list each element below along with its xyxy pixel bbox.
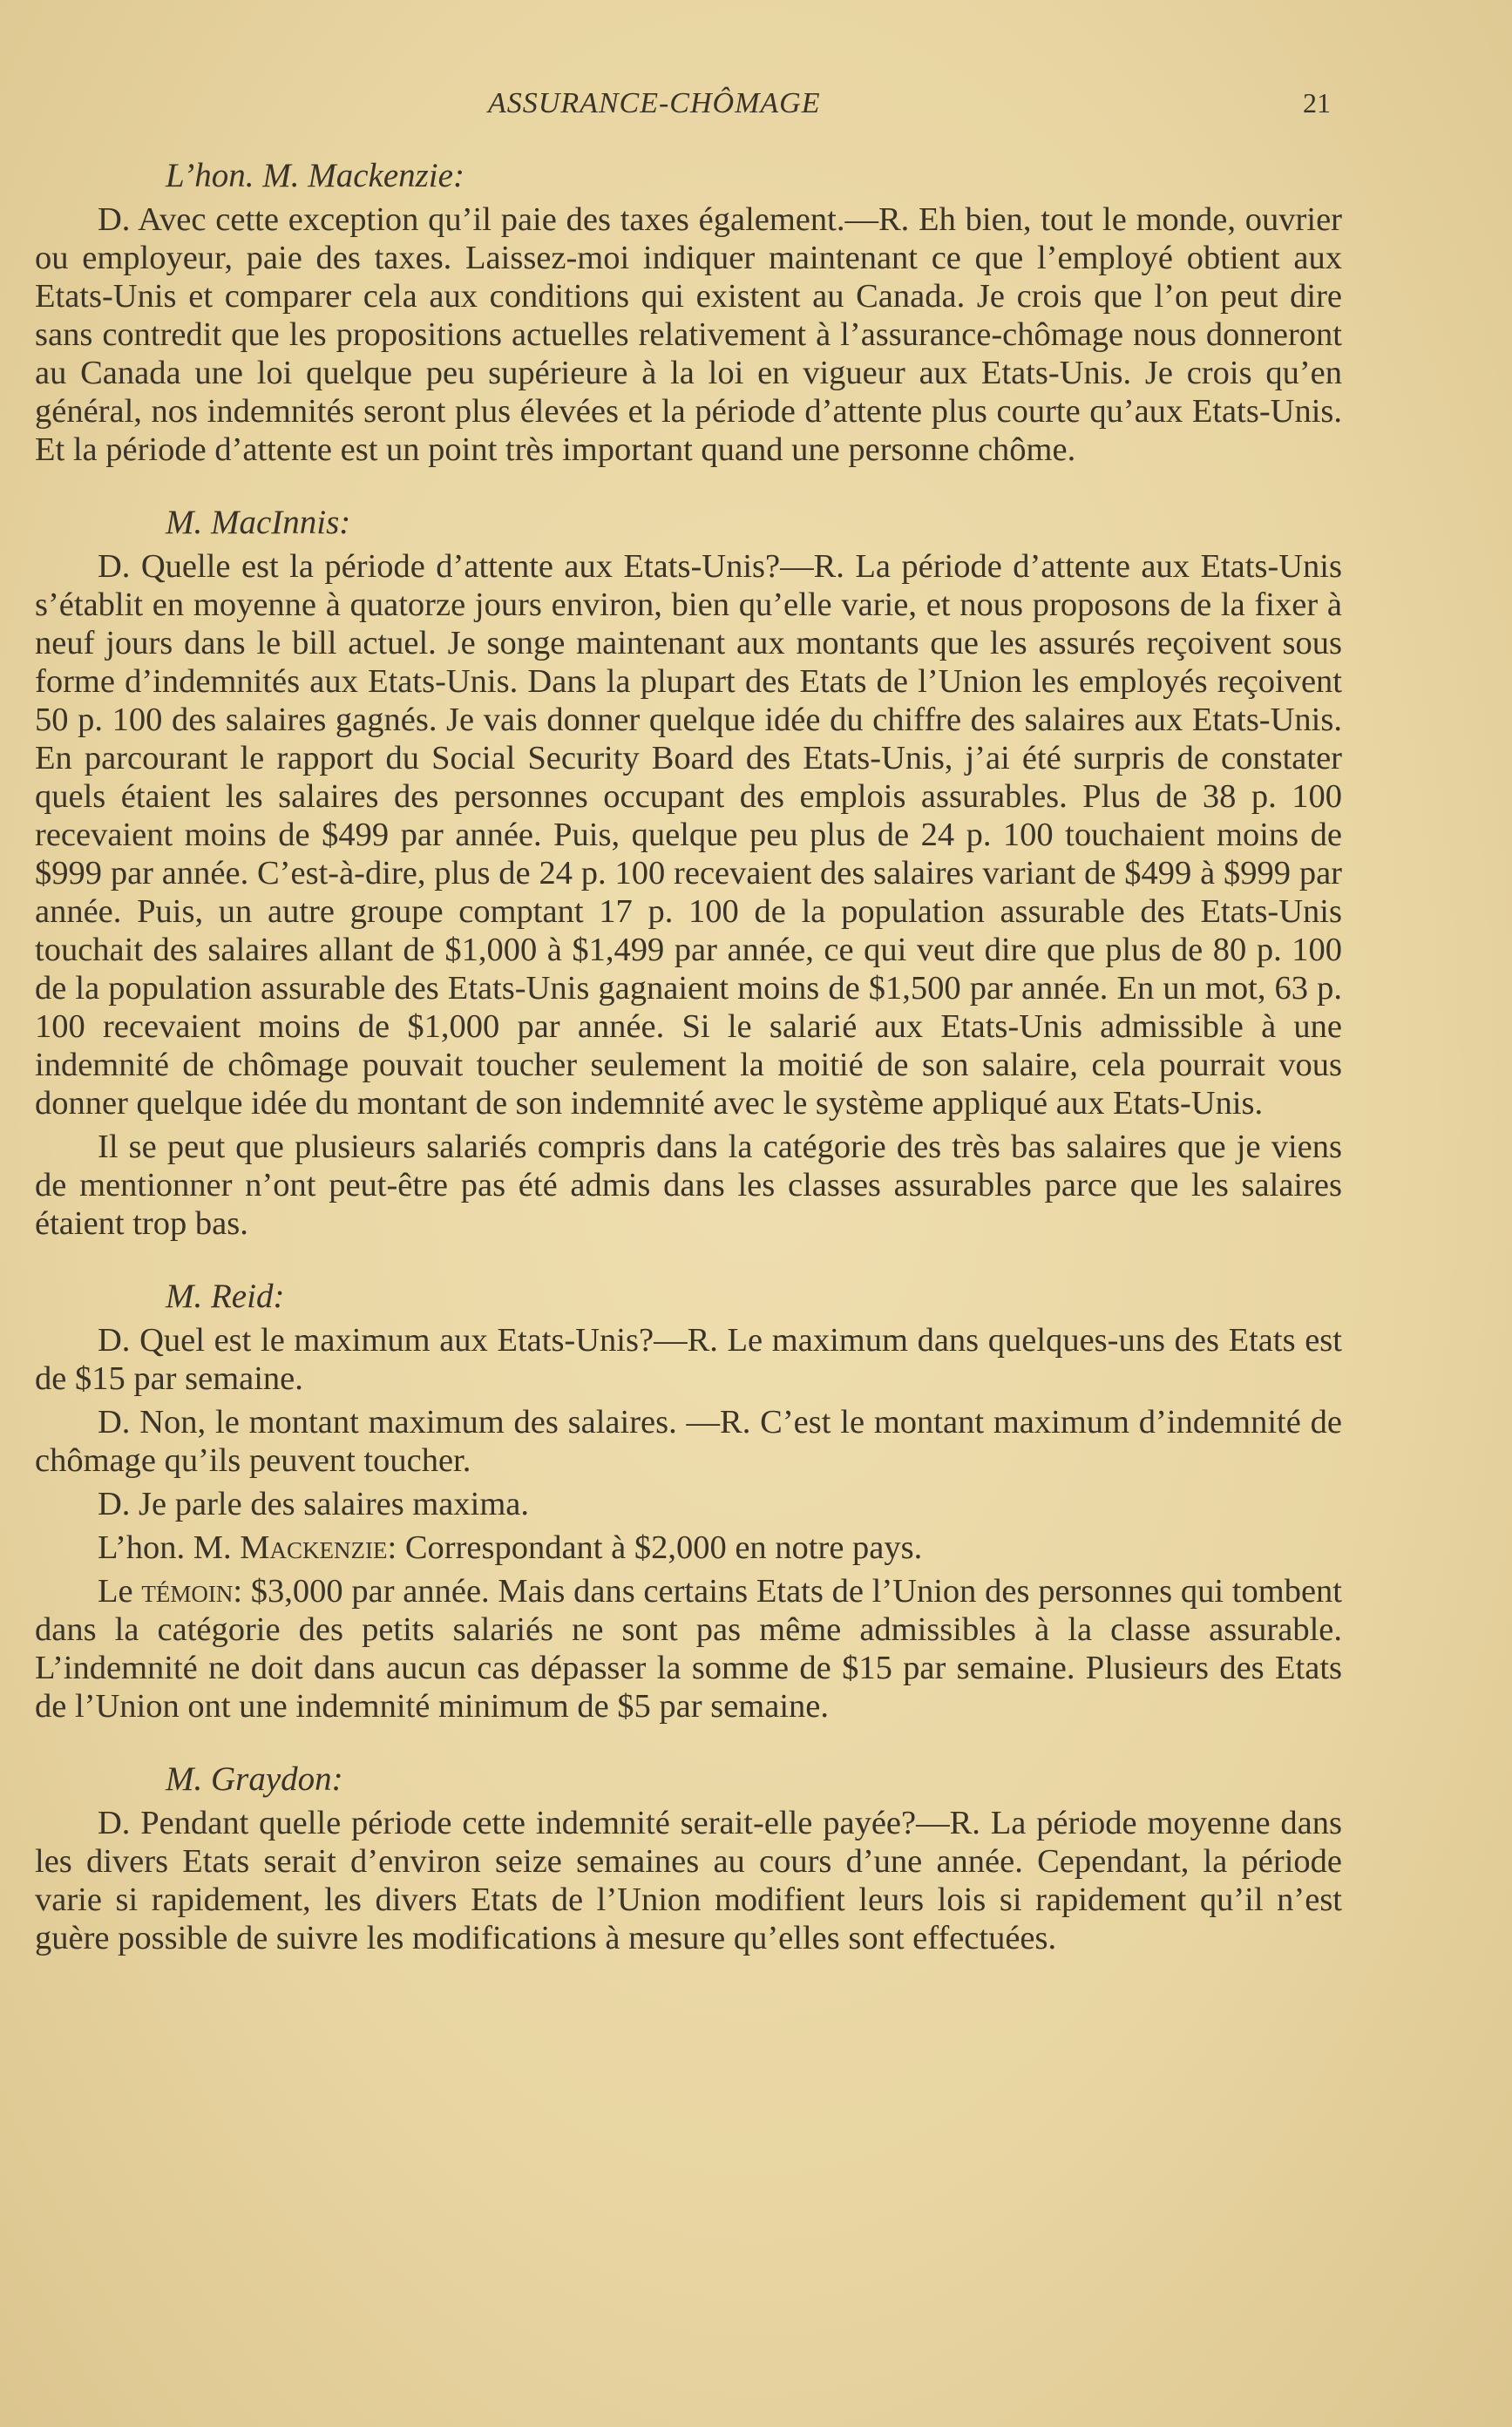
- running-header: [0, 87, 1512, 131]
- page-number: 21: [1303, 87, 1331, 119]
- question-answer-paragraph: D. Non, le montant maximum des salaires. —R. C’est le montant maximum d’indemnité de chômage qu’ils peuvent toucher.: [35, 1404, 1342, 1479]
- question-answer-paragraph: D. Je parle des salaires maxima.: [98, 1486, 529, 1522]
- testimony-section-graydon: [35, 1760, 1342, 1957]
- question-answer-paragraph: D. Pendant quelle période cette indemnité serait-elle payée?—R. La période moyenne dans les divers Etats serait d’environ seize semaines au cours d’une année. Cependant, la période varie si rapidement, les divers Etats de l’Union modifient leurs lois si rapidement qu’il n’est guère possible de suivre les modifications à mesure qu’elles sont effectuées.: [35, 1805, 1342, 1956]
- interjection-text: Correspondant à $2,000 en notre pays.: [397, 1529, 923, 1566]
- running-title: ASSURANCE-CHÔMAGE: [488, 87, 821, 119]
- witness-lead: Le: [98, 1573, 142, 1610]
- interjection-speaker-name: Mackenzie:: [240, 1529, 397, 1566]
- interjection-lead: L’hon. M.: [98, 1529, 241, 1566]
- testimony-section-mackenzie: [35, 157, 1342, 469]
- testimony-section-macinnis: [35, 504, 1342, 1243]
- witness-paragraph: [35, 1572, 1342, 1725]
- page-body: [35, 157, 1342, 1992]
- speaker-heading: M. MacInnis:: [166, 504, 351, 541]
- speaker-heading: M. Reid:: [166, 1278, 285, 1315]
- question-answer-paragraph: D. Avec cette exception qu’il paie des taxes également.—R. Eh bien, tout le monde, ouvrier ou employeur, paie des taxes. Laissez-moi indiquer maintenant ce que l’employé obtient aux Etats-Unis et comparer cela aux conditions qui existent au Canada. Je crois que l’on peut dire sans contredit que les propositions actuelles relativement à l’assurance-chômage nous donneront au Canada une loi quelque peu supérieure à la loi en vigueur aux Etats-Unis. Je crois qu’en général, nos indemnités seront plus élevées et la période d’attente plus courte qu’aux Etats-Unis. Et la période d’attente est un point très important quand une personne chôme.: [35, 201, 1342, 468]
- question-answer-paragraph: D. Quel est le maximum aux Etats-Unis?—R. Le maximum dans quelques-uns des Etats est de $15 par semaine.: [35, 1322, 1342, 1397]
- witness-text: $3,000 par année. Mais dans certains Etats de l’Union des personnes qui tombent dans la catégorie des petits salariés ne sont pas même admissibles à la classe assurable. L’indemnité ne doit dans aucun cas dépasser la somme de $15 par semaine. Plusieurs des Etats de l’Union ont une indemnité minimum de $5 par semaine.: [35, 1573, 1342, 1725]
- testimony-section-reid: [35, 1278, 1342, 1725]
- question-answer-paragraph: Il se peut que plusieurs salariés compris dans la catégorie des très bas salaires que je viens de mentionner n’ont peut-être pas été admis dans les classes assurables parce que les salaires étaient trop bas.: [35, 1129, 1342, 1242]
- question-answer-paragraph: D. Quelle est la période d’attente aux Etats-Unis?—R. La période d’attente aux Etats-Unis s’établit en moyenne à quatorze jours environ, bien qu’elle varie, et nous proposons de la fixer à neuf jours dans le bill actuel. Je songe maintenant aux montants que les assurés reçoivent sous forme d’indemnités aux Etats-Unis. Dans la plupart des Etats de l’Union les employés reçoivent 50 p. 100 des salaires gagnés. Je vais donner quelque idée du chiffre des salaires aux Etats-Unis. En parcourant le rapport du Social Security Board des Etats-Unis, j’ai été surpris de constater quels étaient les salaires des personnes occupant des emplois assurables. Plus de 38 p. 100 recevaient moins de $499 par année. Puis, quelque peu plus de 24 p. 100 touchaient moins de $999 par année. C’est-à-dire, plus de 24 p. 100 recevaient des salaires variant de $499 à $999 par année. Puis, un autre groupe comptant 17 p. 100 de la population assurable des Etats-Unis touchait des salaires allant de $1,000 à $1,499 par année, ce qui veut dire que plus de 80 p. 100 de la population assurable des Etats-Unis gagnaient moins de $1,500 par année. En un mot, 63 p. 100 recevaient moins de $1,000 par année. Si le salarié aux Etats-Unis admissible à une indemnité de chômage pouvait toucher seulement la moitié de son salaire, cela pourrait vous donner quelque idée du montant de son indemnité avec le système appliqué aux Etats-Unis.: [35, 548, 1342, 1122]
- witness-speaker-name: témoin:: [141, 1573, 243, 1610]
- speaker-heading: M. Graydon:: [166, 1760, 343, 1798]
- interjection-paragraph: [35, 1529, 1342, 1567]
- speaker-heading: L’hon. M. Mackenzie:: [166, 157, 464, 194]
